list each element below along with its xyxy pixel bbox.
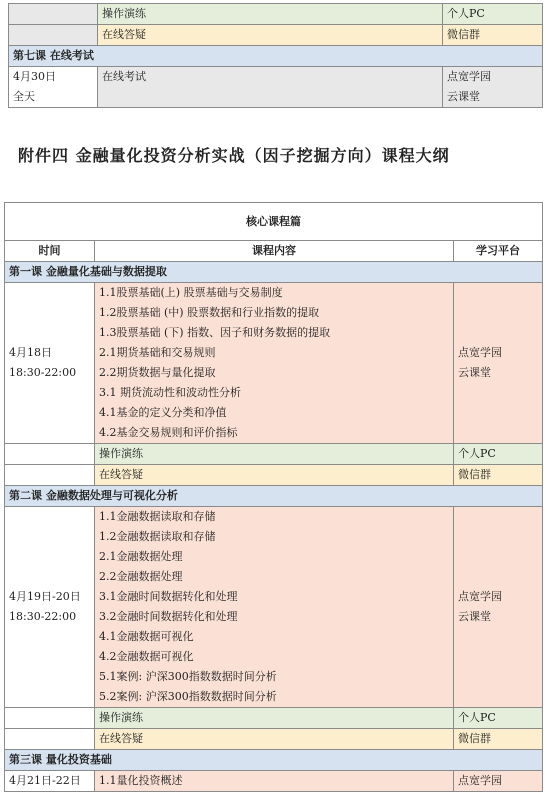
lesson-title: 第二课 金融数据处理与可视化分析: [5, 486, 543, 507]
time-line: 4月30日: [13, 70, 56, 83]
list-item: 3.2金融时间数据转化和处理: [99, 610, 238, 623]
list-item: 3.1金融时间数据转化和处理: [99, 590, 238, 603]
practice-cell: 操作演练: [98, 4, 443, 25]
platform-cell: 点宽学园: [454, 771, 543, 792]
time-cell: [5, 444, 95, 465]
list-item: 2.1金融数据处理: [99, 550, 183, 563]
table-row: [9, 67, 543, 108]
lesson-title: 第七课 在线考试: [9, 46, 543, 67]
time-cell: [9, 25, 98, 46]
list-item: 5.1案例: 沪深300指数数据时间分析: [99, 670, 277, 683]
header-row: [5, 241, 543, 262]
table-row: [9, 4, 543, 25]
platform-cell: 个人PC: [454, 708, 543, 729]
top-schedule-table: [8, 3, 543, 108]
content-cell: [95, 507, 454, 708]
table-row: [5, 465, 543, 486]
header-content: 课程内容: [95, 241, 454, 262]
course-outline-table: [4, 202, 543, 792]
lesson-title-row: [5, 486, 543, 507]
list-item: 4.2基金交易规则和评价指标: [99, 426, 238, 439]
time-cell: [9, 4, 98, 25]
lesson-title-row: [9, 46, 543, 67]
table-row: [5, 507, 543, 708]
time-cell: 4月21日-22日: [5, 771, 95, 792]
time-cell: [5, 283, 95, 444]
platform-line: 云课堂: [458, 366, 491, 379]
practice-cell: 操作演练: [95, 444, 454, 465]
list-item: 4.2金融数据可视化: [99, 650, 194, 663]
platform-cell: [454, 507, 543, 708]
list-item: 1.2股票基础 (中) 股票数据和行业指数的提取: [99, 306, 320, 319]
list-item: 2.1期货基础和交易规则: [99, 346, 216, 359]
time-cell: [5, 708, 95, 729]
appendix-title: 附件四 金融量化投资分析实战（因子挖掘方向）课程大纲: [18, 146, 450, 165]
table-row: [9, 25, 543, 46]
list-item: 1.3股票基础 (下) 指数、因子和财务数据的提取: [99, 326, 331, 339]
time-cell: [9, 67, 98, 108]
list-item: 4.1基金的定义分类和净值: [99, 406, 227, 419]
platform-line: 云课堂: [447, 90, 480, 103]
platform-line: 点宽学园: [458, 346, 502, 359]
time-line: 全天: [13, 90, 35, 103]
content-cell: [95, 283, 454, 444]
platform-cell: 个人PC: [443, 4, 543, 25]
section-title: 核心课程篇: [5, 203, 543, 241]
table-row: [5, 283, 543, 444]
list-item: 4.1金融数据可视化: [99, 630, 194, 643]
time-cell: [5, 507, 95, 708]
content-cell: 在线考试: [98, 67, 443, 108]
time-line: 18:30-22:00: [9, 366, 77, 379]
lesson-title-row: [5, 262, 543, 283]
table-row: [5, 708, 543, 729]
header-time: 时间: [5, 241, 95, 262]
time-line: 4月18日: [9, 346, 52, 359]
table-row: [5, 729, 543, 750]
platform-cell: 个人PC: [454, 444, 543, 465]
time-line: 4月19日-20日: [9, 590, 81, 603]
time-line: 18:30-22:00: [9, 610, 77, 623]
list-item: 1.2金融数据读取和存储: [99, 530, 216, 543]
table-row: [5, 444, 543, 465]
platform-cell: [454, 283, 543, 444]
header-platform: 学习平台: [454, 241, 543, 262]
time-cell: [5, 465, 95, 486]
platform-cell: 微信群: [454, 465, 543, 486]
qa-cell: 在线答疑: [95, 729, 454, 750]
list-item: 1.1股票基础(上) 股票基础与交易制度: [99, 286, 283, 299]
qa-cell: 在线答疑: [98, 25, 443, 46]
section-title-row: [5, 203, 543, 241]
qa-cell: 在线答疑: [95, 465, 454, 486]
platform-cell: 微信群: [443, 25, 543, 46]
platform-cell: 微信群: [454, 729, 543, 750]
time-cell: [5, 729, 95, 750]
platform-line: 云课堂: [458, 610, 491, 623]
list-item: 2.2金融数据处理: [99, 570, 183, 583]
lesson-title-row: [5, 750, 543, 771]
lesson-title: 第三课 量化投资基础: [5, 750, 543, 771]
platform-line: 点宽学园: [447, 70, 491, 83]
list-item: 1.1金融数据读取和存储: [99, 510, 216, 523]
platform-line: 点宽学园: [458, 590, 502, 603]
table-row: [5, 771, 543, 792]
list-item: 5.2案例: 沪深300指数数据时间分析: [99, 690, 277, 703]
practice-cell: 操作演练: [95, 708, 454, 729]
content-cell: 1.1量化投资概述: [95, 771, 454, 792]
list-item: 2.2期货数据与量化提取: [99, 366, 216, 379]
platform-cell: [443, 67, 543, 108]
lesson-title: 第一课 金融量化基础与数据提取: [5, 262, 543, 283]
list-item: 3.1 期货流动性和波动性分析: [99, 386, 241, 399]
